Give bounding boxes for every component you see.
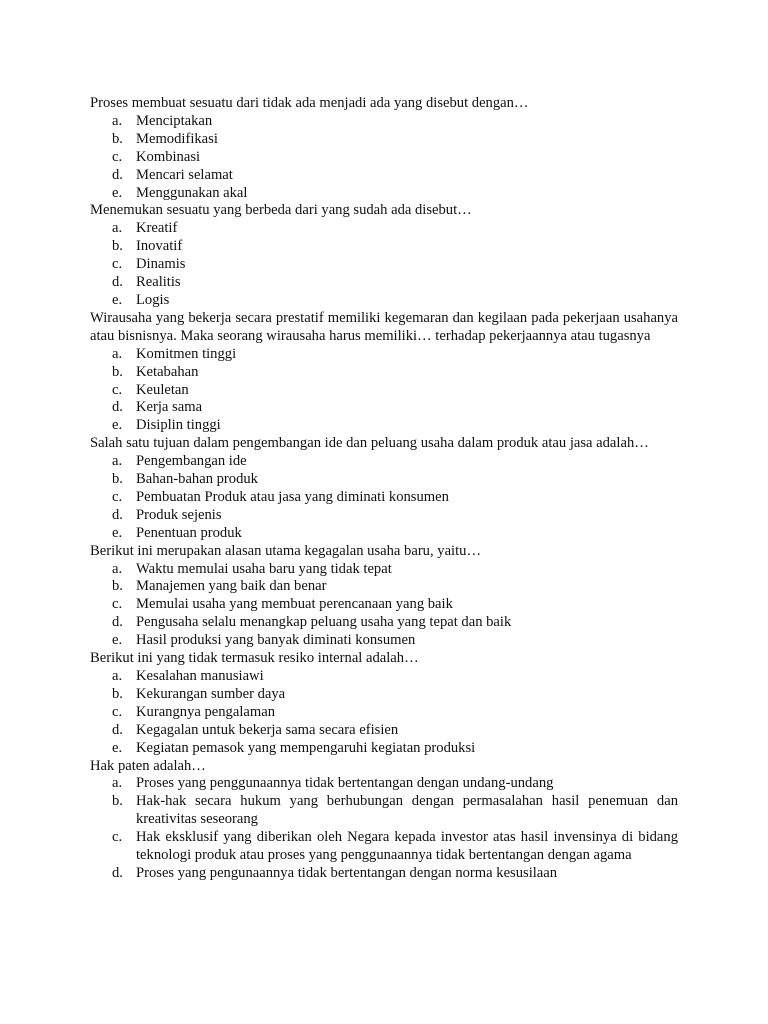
option-letter: c.: [112, 829, 123, 846]
option-text: Inovatif: [136, 238, 183, 255]
option-item: [90, 686, 678, 704]
option-item: [90, 722, 678, 740]
option-list: [90, 668, 678, 758]
option-item: [90, 364, 678, 382]
option-item: [90, 346, 678, 364]
question-block: [90, 543, 678, 650]
option-text: Kesalahan manusiawi: [136, 668, 264, 684]
option-letter: c.: [112, 488, 123, 505]
option-item: [90, 740, 678, 758]
option-item: [90, 417, 678, 435]
option-letter: b.: [112, 793, 123, 810]
question-block: [90, 202, 678, 309]
option-text: Hasil produksi yang banyak diminati konsumen: [136, 632, 416, 649]
option-text: Proses yang penggunaannya tidak bertentangan dengan undang-undang: [136, 775, 554, 792]
option-text: Pengembangan ide: [136, 453, 247, 470]
option-letter: a.: [112, 775, 123, 792]
option-text: Proses yang pengunaannya tidak bertentangan dengan norma kesusilaan: [136, 864, 558, 881]
option-letter: d.: [112, 399, 123, 416]
question-block: [90, 650, 678, 757]
option-item: [90, 131, 678, 149]
option-letter: b.: [112, 685, 123, 702]
option-item: [90, 632, 678, 650]
question-text: Salah satu tujuan dalam pengembangan ide dan peluang usaha dalam produk atau jasa adalah…: [90, 435, 649, 452]
option-item: [90, 561, 678, 579]
option-text: Dinamis: [136, 256, 186, 273]
option-item: [90, 865, 678, 883]
option-text: Disiplin tinggi: [136, 417, 221, 434]
option-letter: e.: [112, 417, 123, 434]
option-letter: d.: [112, 274, 123, 291]
option-text: Mencari selamat: [136, 166, 233, 183]
option-text: Logis: [136, 291, 170, 308]
option-item: [90, 668, 678, 686]
option-text: Ketabahan: [136, 363, 199, 380]
question-text: Wirausaha yang bekerja secara prestatif memiliki kegemaran dan kegilaan pada pekerjaan usahanya atau bisnisnya. Maka seorang wirausaha harus memiliki… terhadap pekerjaannya atau tugasnya: [90, 309, 678, 344]
option-letter: e.: [112, 184, 123, 201]
option-text: Realitis: [136, 274, 181, 291]
option-text: Pembuatan Produk atau jasa yang diminati konsumen: [136, 488, 449, 505]
question-block: [90, 758, 678, 883]
option-list: [90, 561, 678, 651]
option-item: [90, 274, 678, 292]
option-letter: c.: [112, 381, 123, 398]
option-list: [90, 113, 678, 203]
option-text: Menggunakan akal: [136, 184, 248, 201]
option-letter: b.: [112, 238, 123, 255]
option-text: Kurangnya pengalaman: [136, 703, 275, 720]
question-text: Menemukan sesuatu yang berbeda dari yang sudah ada disebut…: [90, 202, 472, 219]
option-item: [90, 220, 678, 238]
option-letter: d.: [112, 864, 123, 881]
option-text: Penentuan produk: [136, 524, 242, 541]
option-letter: c.: [112, 256, 123, 273]
question-block: [90, 435, 678, 542]
question-text: Proses membuat sesuatu dari tidak ada menjadi ada yang disebut dengan…: [90, 95, 529, 111]
option-item: [90, 578, 678, 596]
option-letter: e.: [112, 524, 123, 541]
option-item: [90, 829, 678, 865]
question-block: [90, 310, 678, 435]
option-item: [90, 238, 678, 256]
option-item: [90, 453, 678, 471]
option-letter: c.: [112, 148, 123, 165]
question-text: Berikut ini yang tidak termasuk resiko internal adalah…: [90, 650, 419, 667]
option-letter: a.: [112, 453, 123, 470]
option-letter: d.: [112, 614, 123, 631]
option-text: Bahan-bahan produk: [136, 471, 258, 488]
option-item: [90, 704, 678, 722]
option-item: [90, 149, 678, 167]
question-block: [90, 95, 678, 202]
option-item: [90, 525, 678, 543]
option-letter: a.: [112, 112, 123, 129]
option-text: Kreatif: [136, 220, 178, 237]
option-letter: b.: [112, 130, 123, 147]
option-item: [90, 292, 678, 310]
option-item: [90, 167, 678, 185]
option-item: [90, 399, 678, 417]
option-text: Kegiatan pemasok yang mempengaruhi kegiatan produksi: [136, 739, 476, 756]
option-list: [90, 346, 678, 436]
option-text: Kombinasi: [136, 148, 201, 165]
option-item: [90, 256, 678, 274]
option-letter: a.: [112, 345, 123, 362]
option-letter: b.: [112, 363, 123, 380]
option-letter: e.: [112, 291, 123, 308]
option-text: Kegagalan untuk bekerja sama secara efisien: [136, 721, 399, 738]
option-list: [90, 775, 678, 882]
option-letter: e.: [112, 632, 123, 649]
option-text: Hak eksklusif yang diberikan oleh Negara kepada investor atas hasil invensinya di bidang teknologi produk atau proses yang penggunaannya tidak bertentangan dengan agama: [136, 829, 678, 864]
option-text: Produk sejenis: [136, 506, 222, 523]
option-item: [90, 489, 678, 507]
question-text: Berikut ini merupakan alasan utama kegagalan usaha baru, yaitu…: [90, 542, 482, 559]
option-letter: a.: [112, 560, 123, 577]
option-text: Pengusaha selalu menangkap peluang usaha yang tepat dan baik: [136, 614, 512, 631]
option-item: [90, 185, 678, 203]
option-item: [90, 471, 678, 489]
option-item: [90, 113, 678, 131]
option-text: Memulai usaha yang membuat perencanaan yang baik: [136, 596, 453, 613]
option-text: Hak-hak secara hukum yang berhubungan dengan permasalahan hasil penemuan dan kreativitas seseorang: [136, 793, 678, 828]
option-letter: d.: [112, 506, 123, 523]
option-text: Manajemen yang baik dan benar: [136, 578, 327, 595]
option-letter: a.: [112, 668, 123, 684]
option-item: [90, 507, 678, 525]
option-letter: c.: [112, 703, 123, 720]
option-letter: e.: [112, 739, 123, 756]
option-letter: a.: [112, 220, 123, 237]
option-list: [90, 220, 678, 310]
option-text: Keuletan: [136, 381, 189, 398]
option-item: [90, 775, 678, 793]
option-letter: b.: [112, 578, 123, 595]
option-item: [90, 596, 678, 614]
option-letter: d.: [112, 166, 123, 183]
option-item: [90, 793, 678, 829]
document-page: [90, 95, 678, 883]
option-text: Kerja sama: [136, 399, 203, 416]
option-letter: b.: [112, 471, 123, 488]
question-text: Hak paten adalah…: [90, 757, 206, 774]
option-text: Kekurangan sumber daya: [136, 685, 286, 702]
option-item: [90, 614, 678, 632]
option-text: Memodifikasi: [136, 130, 218, 147]
option-letter: c.: [112, 596, 123, 613]
option-text: Komitmen tinggi: [136, 345, 237, 362]
option-text: Menciptakan: [136, 112, 213, 129]
option-text: Waktu memulai usaha baru yang tidak tepat: [136, 560, 392, 577]
option-item: [90, 382, 678, 400]
option-list: [90, 453, 678, 543]
option-letter: d.: [112, 721, 123, 738]
